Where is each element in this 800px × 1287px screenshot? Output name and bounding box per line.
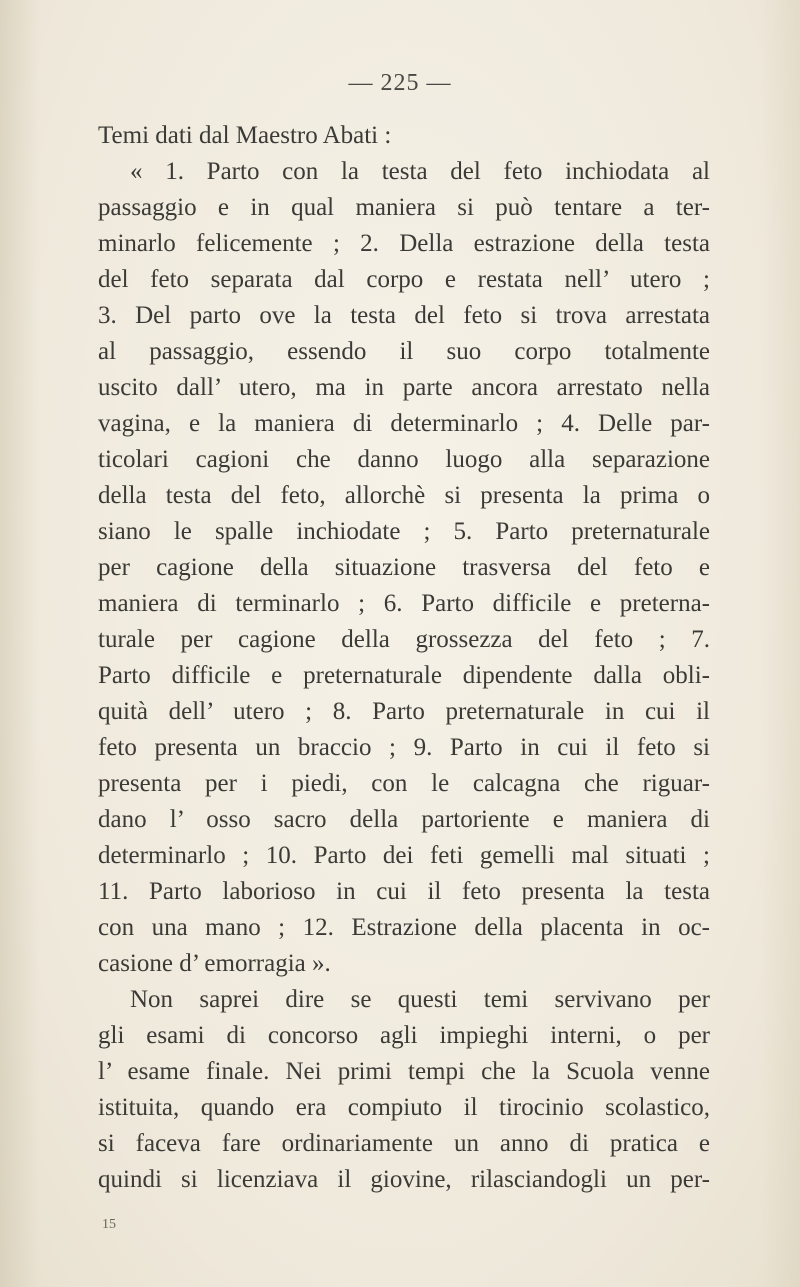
page-number-header: — 225 — (348, 70, 452, 96)
text-line: quindi si licenziava il giovine, rilasciandogli un per- (98, 1166, 710, 1193)
text-line: dano l’ osso sacro della partoriente e maniera di (98, 806, 710, 833)
text-line: 3. Del parto ove la testa del feto si trova arrestata (98, 302, 710, 329)
text-line: minarlo felicemente ; 2. Della estrazione della testa (98, 230, 710, 257)
text-line: casione d’ emorragia ». (98, 950, 331, 977)
text-line: feto presenta un braccio ; 9. Parto in cui il feto si (98, 734, 710, 761)
signature-mark: 15 (102, 1217, 116, 1232)
text-line: uscito dall’ utero, ma in parte ancora arrestato nella (98, 374, 710, 401)
text-line: al passaggio, essendo il suo corpo totalmente (98, 338, 710, 365)
text-line: si faceva fare ordinariamente un anno di pratica e (98, 1130, 710, 1157)
text-line: 11. Parto laborioso in cui il feto presenta la testa (98, 878, 710, 905)
text-line: per cagione della situazione trasversa del feto e (98, 554, 710, 581)
text-line: della testa del feto, allorchè si presenta la prima o (98, 482, 710, 509)
text-line: l’ esame finale. Nei primi tempi che la Scuola venne (98, 1058, 710, 1085)
text-line: del feto separata dal corpo e restata nell’ utero ; (98, 266, 710, 293)
text-line: gli esami di concorso agli impieghi interni, o per (98, 1022, 710, 1049)
text-line: determinarlo ; 10. Parto dei feti gemelli mal situati ; (98, 842, 710, 869)
text-line: siano le spalle inchiodate ; 5. Parto preternaturale (98, 518, 710, 545)
text-line: turale per cagione della grossezza del feto ; 7. (98, 626, 710, 653)
text-line: Non saprei dire se questi temi servivano per (130, 986, 710, 1013)
text-line: presenta per i piedi, con le calcagna che riguar- (98, 770, 710, 797)
text-line: « 1. Parto con la testa del feto inchiodata al (130, 158, 710, 185)
body-text (98, 118, 710, 1198)
text-line: Temi dati dal Maestro Abati : (98, 122, 392, 149)
text-line: vagina, e la maniera di determinarlo ; 4. Delle par- (98, 410, 710, 437)
text-line: maniera di terminarlo ; 6. Parto difficile e preterna- (98, 590, 710, 617)
text-line: con una mano ; 12. Estrazione della placenta in oc- (98, 914, 710, 941)
text-line: passaggio e in qual maniera si può tentare a ter- (98, 194, 710, 221)
text-line: ticolari cagioni che danno luogo alla separazione (98, 446, 710, 473)
text-line: Parto difficile e preternaturale dipendente dalla obli- (98, 662, 710, 689)
text-line: istituita, quando era compiuto il tirocinio scolastico, (98, 1094, 710, 1121)
text-line: quità dell’ utero ; 8. Parto preternaturale in cui il (98, 698, 710, 725)
